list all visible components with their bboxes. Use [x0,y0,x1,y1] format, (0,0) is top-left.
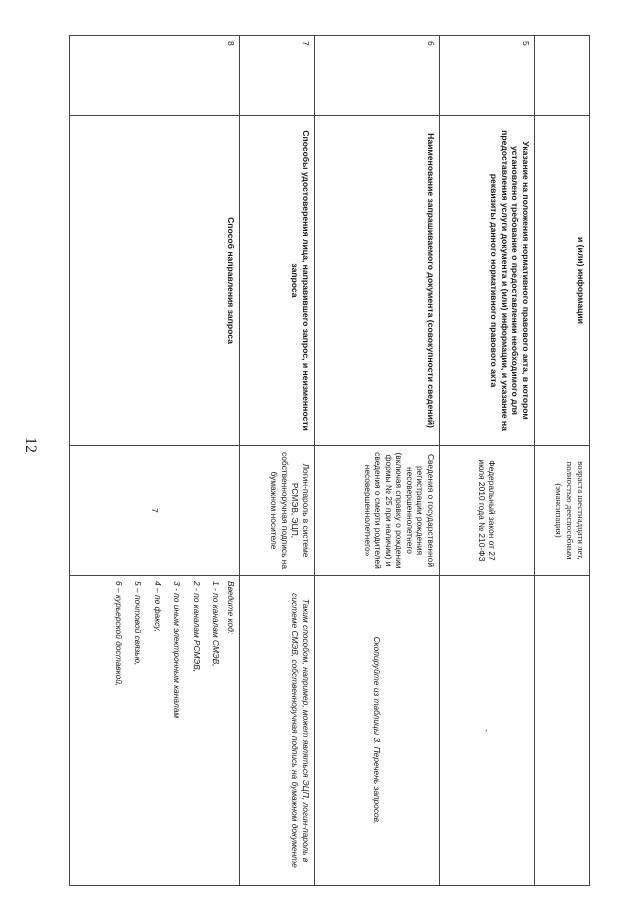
table-row [240,36,315,886]
row-number: 5 [440,36,535,116]
code-item: 6 – курьерской доставкой, [114,581,124,687]
code-item: 3 - по иным электронным каналам [172,581,183,719]
page-number-text: 12 [22,437,39,453]
code-item: 5 – почтовой связью, [133,581,144,666]
row-label: Способ направления запроса [70,116,240,446]
row-comment-codes [70,576,240,886]
row-label: Наименование запрашиваемого документа (совокупности сведений) [315,116,440,446]
rotated-table-wrapper [70,35,590,885]
code-item: 2 - по каналам РСМЭВ, [192,581,202,673]
page-number [10,420,50,470]
table-row [535,36,590,886]
row-comment: Таким способом, например, может являться ЭЦП, логин-пароль в системе СМЭВ, собственноручная подпись на бумажном документе [240,576,315,886]
row-example: возраста шестнадцати лет, полностью дееспособным (эмансипация) [535,446,590,576]
row-number: 8 [70,36,240,116]
row-example: 7 [70,446,240,576]
table-row [315,36,440,886]
requests-table [69,35,590,886]
row-number: 6 [315,36,440,116]
row-label: и (или) информации [535,116,590,446]
row-example: Сведения о государственной регистрации рождения несовершеннолетнего (включая справку о рождении формы № 25 при наличии) и сведения о смерти родителей несовершеннолетнего» [315,446,440,576]
table-row [440,36,535,886]
row-label: Указание на положения нормативного правового акта, в котором установлено требование о предоставлении необходимого для предоставления услуги документа и (или) информации, и указание на реквизиты данного нормативного правового акта [440,116,535,446]
row-example: Логин-пароль в системе РСМЭВ, ЭЦП, собственноручная подпись на бумажном носителе [240,446,315,576]
row-example: Федеральный закон от 27 июля 2010 года № 210-ФЗ [440,446,535,576]
row-comment: Скопируйте из таблицы 3. Перечень запросов. [315,576,440,886]
row-comment: - [440,576,535,886]
row-comment [535,576,590,886]
code-item: 1 - по каналам СМЭВ, [211,581,222,667]
row-number [535,36,590,116]
row-label: Способы удостоверения лица, направившего запрос, и неизменности запроса [240,116,315,446]
table-row [70,36,240,886]
row-number: 7 [240,36,315,116]
code-list-title: Введите код: [226,581,236,635]
code-item: 4 – по факсу, [153,581,163,633]
